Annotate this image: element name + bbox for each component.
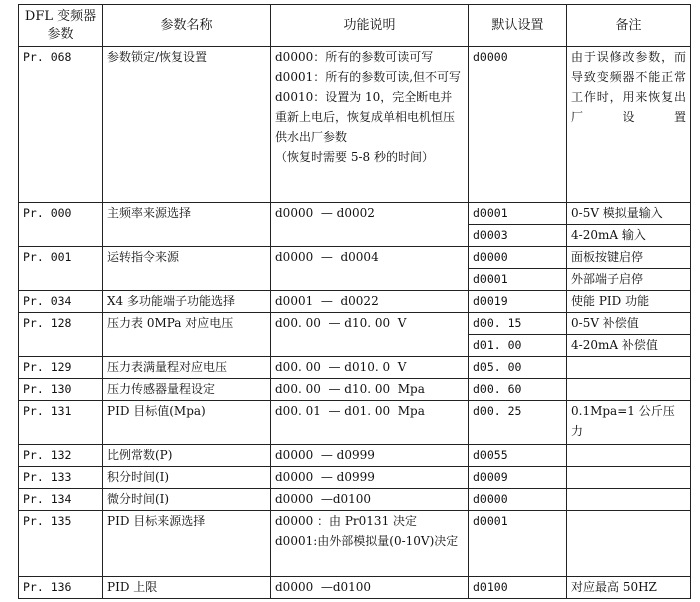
table-row <box>19 203 691 225</box>
table-row <box>19 379 691 401</box>
param-default: d0009 <box>469 467 567 489</box>
table-row <box>19 291 691 313</box>
param-function: d0001 — d0022 <box>271 291 469 313</box>
param-default: d0001 <box>469 269 567 291</box>
param-remark: 外部端子启停 <box>567 269 691 291</box>
param-remark <box>567 445 691 467</box>
table-row <box>19 489 691 511</box>
param-remark: 0-5V 模拟量输入 <box>567 203 691 225</box>
param-code: Pr. 131 <box>19 401 103 445</box>
param-name: 运转指令来源 <box>103 247 271 291</box>
param-function: d00. 00 — d010. 0 V <box>271 357 469 379</box>
param-code: Pr. 034 <box>19 291 103 313</box>
table-row <box>19 511 691 577</box>
param-function: d0000 —d0100 <box>271 489 469 511</box>
param-default: d05. 00 <box>469 357 567 379</box>
table-header-row <box>19 5 691 47</box>
param-code: Pr. 130 <box>19 379 103 401</box>
param-function: d0000 — d0002 <box>271 203 469 247</box>
param-name: 压力表满量程对应电压 <box>103 357 271 379</box>
param-function: d00. 00 — d10. 00 V <box>271 313 469 357</box>
param-remark: 0-5V 补偿值 <box>567 313 691 335</box>
param-code: Pr. 133 <box>19 467 103 489</box>
param-default: d0001 <box>469 511 567 577</box>
param-name: 压力传感器量程设定 <box>103 379 271 401</box>
table-row <box>19 577 691 599</box>
param-name: 比例常数(P) <box>103 445 271 467</box>
param-default: d0100 <box>469 577 567 599</box>
param-name: PID 上限 <box>103 577 271 599</box>
parameter-table <box>18 4 691 599</box>
param-default: d0019 <box>469 291 567 313</box>
table-row <box>19 313 691 335</box>
param-remark: 4-20mA 输入 <box>567 225 691 247</box>
param-name: 积分时间(I) <box>103 467 271 489</box>
param-name: 参数锁定/恢复设置 <box>103 47 271 203</box>
param-code: Pr. 132 <box>19 445 103 467</box>
param-code: Pr. 128 <box>19 313 103 357</box>
param-name: PID 目标来源选择 <box>103 511 271 577</box>
param-function: d0000 —d0100 <box>271 577 469 599</box>
param-code: Pr. 135 <box>19 511 103 577</box>
param-remark <box>567 467 691 489</box>
param-remark <box>567 379 691 401</box>
header-remark: 备注 <box>567 5 691 47</box>
param-name: 主频率来源选择 <box>103 203 271 247</box>
param-default: d0003 <box>469 225 567 247</box>
param-remark: 0.1Mpa=1 公斤压力 <box>567 401 691 445</box>
param-name: PID 目标值(Mpa) <box>103 401 271 445</box>
param-remark <box>567 511 691 577</box>
param-function: d00. 00 — d10. 00 Mpa <box>271 379 469 401</box>
header-default: 默认设置 <box>469 5 567 47</box>
param-function: d0000 — d0999 <box>271 445 469 467</box>
param-name: 微分时间(I) <box>103 489 271 511</box>
table-row <box>19 357 691 379</box>
header-name: 参数名称 <box>103 5 271 47</box>
table-row <box>19 401 691 445</box>
param-code: Pr. 136 <box>19 577 103 599</box>
param-code: Pr. 134 <box>19 489 103 511</box>
param-name: X4 多功能端子功能选择 <box>103 291 271 313</box>
param-default: d00. 15 <box>469 313 567 335</box>
param-default: d00. 60 <box>469 379 567 401</box>
param-code: Pr. 129 <box>19 357 103 379</box>
param-function: d0000 — d0999 <box>271 467 469 489</box>
param-default: d0000 <box>469 247 567 269</box>
param-default: d01. 00 <box>469 335 567 357</box>
param-function: d0000：所有的参数可读可写 d0001：所有的参数可读,但不可写 d0010：设置为 10，完全断电并重新上电后，恢复成单相电机恒压供水出厂参数 （恢复时需要 5-8 秒的时间） <box>271 47 469 203</box>
table-row <box>19 467 691 489</box>
param-default: d0055 <box>469 445 567 467</box>
header-function: 功能说明 <box>271 5 469 47</box>
param-function: d00. 01 — d01. 00 Mpa <box>271 401 469 445</box>
param-default: d0001 <box>469 203 567 225</box>
table-row <box>19 47 691 203</box>
param-default: d00. 25 <box>469 401 567 445</box>
header-code: DFL 变频器参数 <box>19 5 103 47</box>
param-remark: 使能 PID 功能 <box>567 291 691 313</box>
param-code: Pr. 068 <box>19 47 103 203</box>
param-remark: 4-20mA 补偿值 <box>567 335 691 357</box>
param-default: d0000 <box>469 489 567 511</box>
param-code: Pr. 000 <box>19 203 103 247</box>
param-remark <box>567 357 691 379</box>
table-row <box>19 445 691 467</box>
param-remark: 面板按键启停 <box>567 247 691 269</box>
param-default: d0000 <box>469 47 567 203</box>
param-function: d0000 — d0004 <box>271 247 469 291</box>
table-row <box>19 247 691 269</box>
param-remark: 由于误修改参数，而导致变频器不能正常工作时，用来恢复出厂设置 <box>567 47 691 203</box>
param-name: 压力表 0MPa 对应电压 <box>103 313 271 357</box>
param-remark: 对应最高 50HZ <box>567 577 691 599</box>
param-code: Pr. 001 <box>19 247 103 291</box>
param-function: d0000 ：由 Pr0131 决定 d0001:由外部模拟量(0-10V)决定 <box>271 511 469 577</box>
param-remark <box>567 489 691 511</box>
